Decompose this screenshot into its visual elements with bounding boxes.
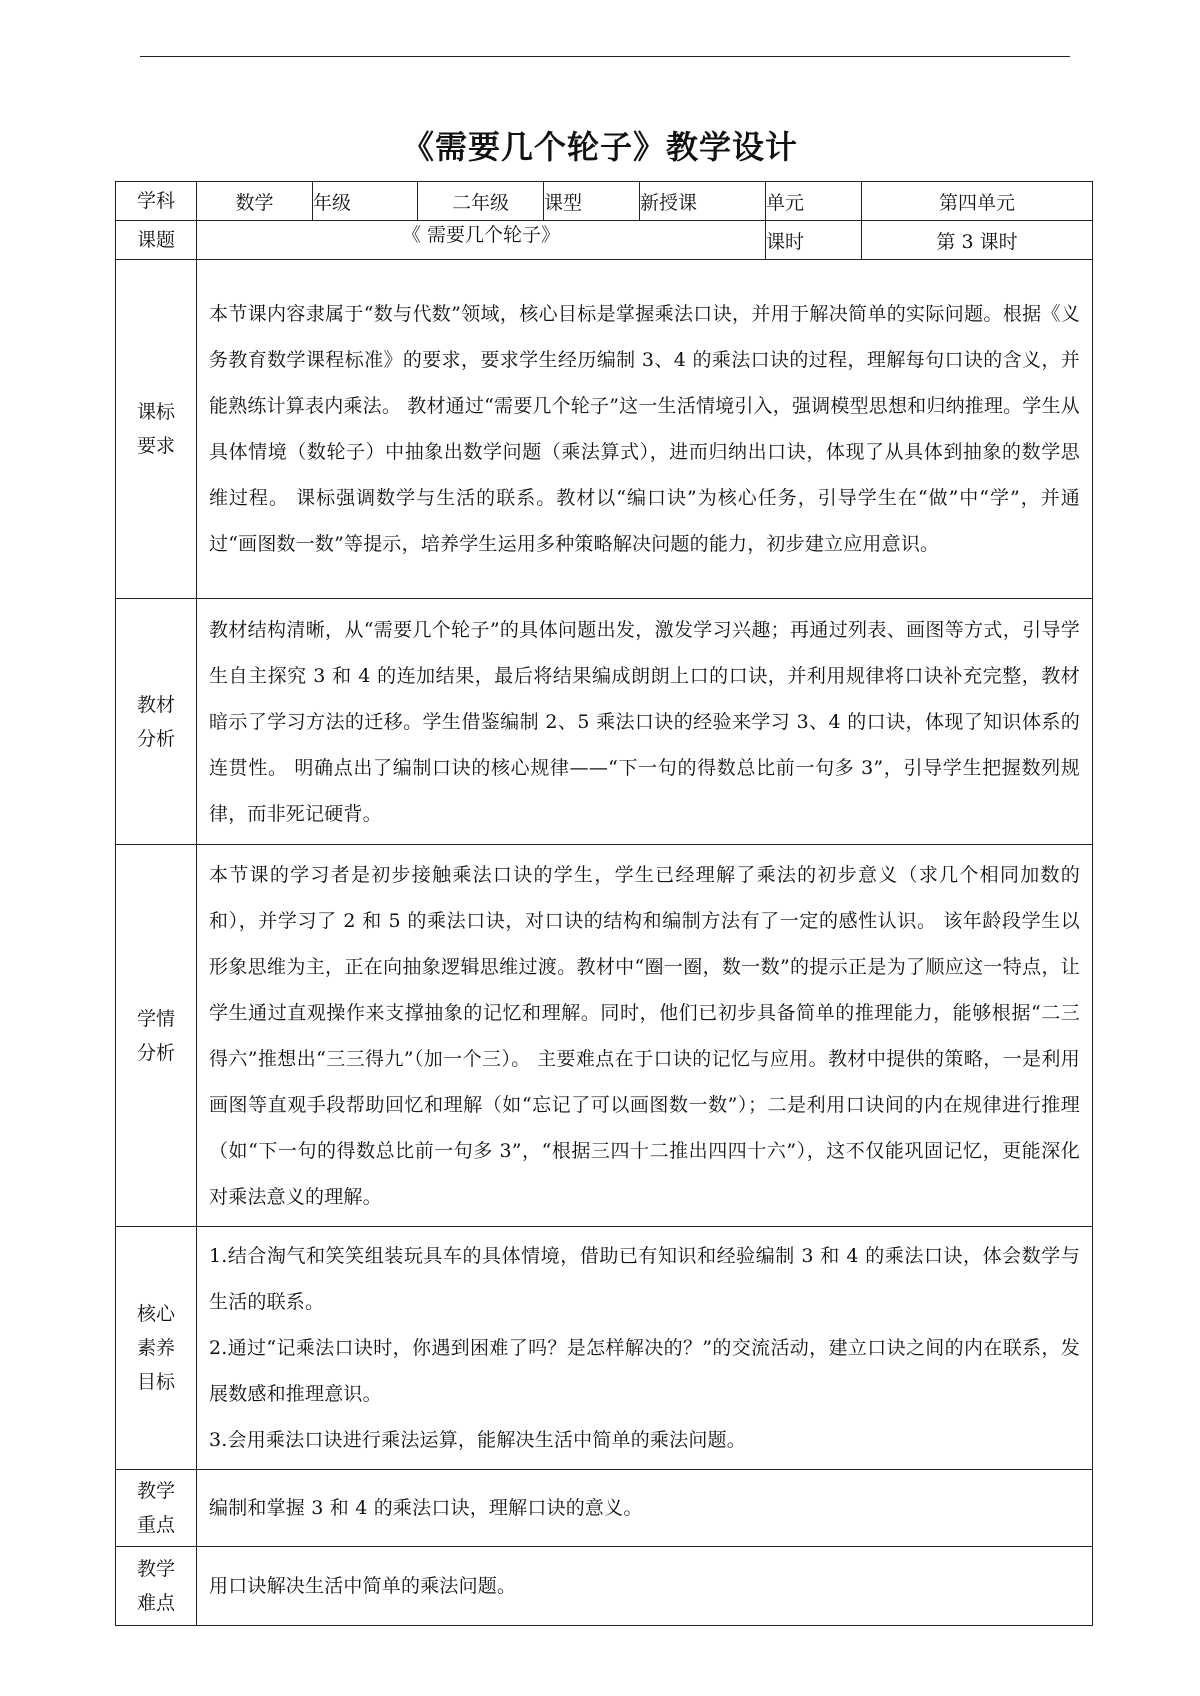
goal-item: 2.通过“记乘法口诀时，你遇到困难了吗？是怎样解决的？”的交流活动，建立口诀之间的内在联系，发展数感和推理意识。: [209, 1337, 1080, 1405]
learners-row: [116, 845, 1093, 1227]
curriculum-text: 本节课内容隶属于“数与代数”领域，核心目标是掌握乘法口诀，并用于解决简单的实际问题。根据《义务教育数学课程标准》的要求，要求学生经历编制 3、4 的乘法口诀的过程，理解每句口诀的含义，并能熟练计算表内乘法。 教材通过“需要几个轮子”这一生活情境引入，强调模型思想和归纳推理。学生从具体情境（数轮子）中抽象出数学问题（乘法算式），进而归纳出口诀，体现了从具体到抽象的数学思维过程。 课标强调数学与生活的联系。教材以“编口诀”为核心任务，引导学生在“做”中“学”，并通过“画图数一数”等提示，培养学生运用多种策略解决问题的能力，初步建立应用意识。: [197, 260, 1093, 599]
difficulties-row: [116, 1547, 1093, 1626]
learners-text: 本节课的学习者是初步接触乘法口诀的学生，学生已经理解了乘法的初步意义（求几个相同加数的和），并学习了 2 和 5 的乘法口诀，对口诀的结构和编制方法有了一定的感性认识。 该年龄段学生以形象思维为主，正在向抽象逻辑思维过渡。教材中“圈一圈，数一数”的提示正是为了顺应这一特点，让学生通过直观操作来支撑抽象的记忆和理解。同时，他们已初步具备简单的推理能力，能够根据“二三得六”推想出“三三得九”（加一个三）。 主要难点在于口诀的记忆与应用。教材中提供的策略，一是利用画图等直观手段帮助回忆和理解（如“忘记了可以画图数一数”）；二是利用口诀间的内在规律进行推理（如“下一句的得数总比前一句多 3”，“根据三四十二推出四四十六”），这不仅能巩固记忆，更能深化对乘法意义的理解。: [197, 845, 1093, 1227]
topic-label: 课题: [116, 221, 197, 260]
period-value: 第 3 课时: [862, 221, 1093, 260]
subject-label: 学科: [116, 182, 197, 221]
grade-value: 二年级: [418, 182, 544, 221]
curriculum-label: 课标 要求: [116, 260, 197, 599]
textbook-text: 教材结构清晰，从“需要几个轮子”的具体问题出发，激发学习兴趣；再通过列表、画图等方式，引导学生自主探究 3 和 4 的连加结果，最后将结果编成朗朗上口的口诀，并利用规律将口诀补充完整，教材暗示了学习方法的迁移。学生借鉴编制 2、5 乘法口诀的经验来学习 3、4 的口诀，体现了知识体系的连贯性。 明确点出了编制口诀的核心规律——“下一句的得数总比前一句多 3”，引导学生把握数列规律，而非死记硬背。: [197, 599, 1093, 845]
unit-value: 第四单元: [862, 182, 1093, 221]
key-points-row: [116, 1470, 1093, 1547]
header-row: [116, 182, 1093, 221]
document-title: 《需要几个轮子》教学设计: [401, 128, 798, 166]
unit-label: 单元: [766, 182, 862, 221]
textbook-label: 教材 分析: [116, 599, 197, 845]
goals-list: [197, 1227, 1093, 1470]
lesson-plan-table: [115, 181, 1093, 1626]
goal-item: 1.结合淘气和笑笑组装玩具车的具体情境，借助已有知识和经验编制 3 和 4 的乘法口诀，体会数学与生活的联系。: [209, 1245, 1080, 1313]
key-points-text: 编制和掌握 3 和 4 的乘法口诀，理解口诀的意义。: [197, 1470, 1093, 1547]
textbook-row: [116, 599, 1093, 845]
learners-label: 学情 分析: [116, 845, 197, 1227]
topic-row: [116, 221, 1093, 260]
difficulties-label: 教学 难点: [116, 1547, 197, 1626]
curriculum-row: [116, 260, 1093, 599]
type-value: 新授课: [640, 182, 766, 221]
goals-row: [116, 1227, 1093, 1470]
period-label: 课时: [766, 221, 862, 260]
difficulties-text: 用口诀解决生活中简单的乘法问题。: [197, 1547, 1093, 1626]
topic-value: 《 需要几个轮子》: [197, 221, 766, 260]
grade-label: 年级: [313, 182, 418, 221]
header-rule: [140, 56, 1070, 57]
goals-label: 核心 素养 目标: [116, 1227, 197, 1470]
goal-item: 3.会用乘法口诀进行乘法运算，能解决生活中简单的乘法问题。: [209, 1429, 746, 1451]
key-points-label: 教学 重点: [116, 1470, 197, 1547]
subject-value: 数学: [197, 182, 313, 221]
type-label: 课型: [544, 182, 640, 221]
